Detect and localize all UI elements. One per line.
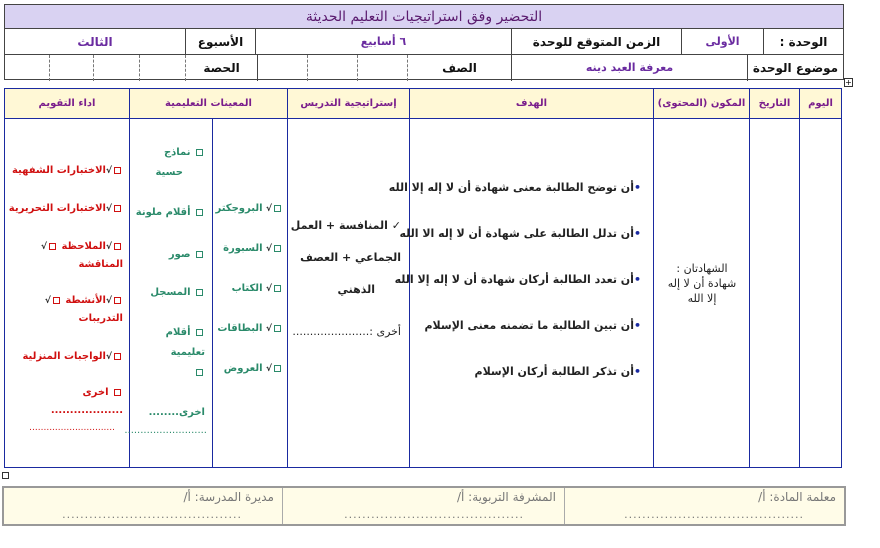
- checkbox-icon[interactable]: [274, 205, 281, 212]
- checkbox-icon[interactable]: [114, 243, 121, 250]
- header-row-unit: [5, 29, 843, 55]
- teacher-label: معلمة المادة: أ/: [758, 490, 836, 504]
- column-date: [749, 89, 799, 467]
- goal-item: •أن تعدد الطالبة أركان شهادة أن لا إله إلا الله: [394, 273, 641, 286]
- eval-item: √الملاحظة √: [41, 241, 123, 252]
- page-title: التحضير وفق استراتيجيات التعليم الحديثة: [5, 5, 843, 29]
- eval-item: √الأنشطة √: [45, 295, 123, 306]
- teacher-dots: ........................................: [624, 508, 804, 521]
- checkbox-icon[interactable]: [196, 209, 203, 216]
- supervisor-signature[interactable]: [282, 488, 564, 524]
- aid-item: [194, 367, 205, 378]
- eval-dots-2: ..............................: [29, 423, 115, 433]
- expected-time-label: الزمن المتوقع للوحدة: [511, 29, 681, 55]
- checkbox-icon[interactable]: [196, 369, 203, 376]
- checkbox-icon[interactable]: [274, 325, 281, 332]
- checkbox-icon[interactable]: [53, 297, 60, 304]
- content-text: الشهادتان : شهادة أن لا إله إلا الله: [667, 262, 737, 305]
- supervisor-dots: ........................................: [344, 508, 524, 521]
- column-goal: [388, 89, 653, 467]
- aid-item: صور: [169, 249, 205, 260]
- checkbox-icon[interactable]: [196, 289, 203, 296]
- goal-cell[interactable]: [388, 119, 653, 467]
- aids-cell[interactable]: [124, 119, 287, 467]
- eval-dots: ...................: [50, 405, 123, 416]
- aid-item: √ السبورة: [223, 243, 283, 254]
- unit-label: الوحدة :: [763, 29, 843, 55]
- period-label: الحصة: [185, 55, 257, 81]
- date-cell[interactable]: [750, 119, 799, 467]
- principal-label: مديرة المدرسة: أ/: [183, 490, 274, 504]
- period-cell-4[interactable]: [5, 55, 49, 81]
- aid-item: المسجل: [150, 287, 205, 298]
- aid-item: أقلام: [166, 327, 205, 338]
- week-label: الأسبوع: [185, 29, 255, 55]
- check-icon: ✓: [391, 219, 401, 232]
- aid-item-cont: تعليمية: [170, 347, 205, 358]
- content-cell[interactable]: [654, 119, 749, 467]
- aid-item-cont: حسية: [155, 167, 183, 178]
- checkbox-icon[interactable]: [114, 167, 121, 174]
- column-header-evaluation: اداء التقويم: [5, 89, 129, 119]
- topic-value[interactable]: معرفة العبد دينه: [511, 55, 747, 81]
- goal-item: •أن توضح الطالبة معنى شهادة أن لا إله إلا الله: [388, 181, 641, 194]
- goal-item: •أن تذكر الطالبة أركان الإسلام: [474, 365, 641, 378]
- column-content: [653, 89, 749, 467]
- header-table: [4, 4, 844, 80]
- aid-item: √ العروض: [224, 363, 283, 374]
- strategy-line-1: ✓ المنافسة + العمل: [290, 219, 401, 232]
- eval-item-cont: التدريبات: [78, 313, 123, 324]
- column-day: [799, 89, 841, 467]
- aid-item: نماذج: [164, 147, 205, 158]
- signature-footer: [2, 486, 846, 526]
- week-value[interactable]: الثالث: [77, 35, 113, 49]
- checkbox-icon[interactable]: [114, 205, 121, 212]
- expected-time-value[interactable]: ٦ أسابيع: [255, 29, 511, 55]
- aids-divider: [212, 119, 213, 467]
- supervisor-label: المشرفة التربوية: أ/: [456, 490, 556, 504]
- period-cell-3[interactable]: [49, 55, 93, 81]
- column-evaluation: [5, 89, 129, 467]
- principal-dots: ........................................: [62, 508, 242, 521]
- checkbox-icon[interactable]: [114, 353, 121, 360]
- checkbox-icon[interactable]: [114, 297, 121, 304]
- checkbox-icon[interactable]: [196, 149, 203, 156]
- eval-item: اخرى: [82, 387, 123, 398]
- topic-label: موضوع الوحدة: [747, 55, 843, 81]
- checkbox-icon[interactable]: [196, 329, 203, 336]
- goal-item: •أن تبين الطالبة ما تضمنه معنى الإسلام: [424, 319, 641, 332]
- checkbox-icon[interactable]: [274, 285, 281, 292]
- table-move-handle[interactable]: +: [845, 78, 852, 87]
- grade-cell-3[interactable]: [257, 55, 307, 81]
- eval-item-cont: المناقشة: [78, 259, 123, 270]
- checkbox-icon[interactable]: [49, 243, 56, 250]
- strategy-other: أخرى :......................: [292, 325, 401, 338]
- column-header-date: التاريخ: [750, 89, 799, 119]
- strategy-line-2: الجماعي + العصف: [300, 251, 401, 264]
- aid-item: أقلام ملونة: [136, 207, 205, 218]
- checkbox-icon[interactable]: [274, 245, 281, 252]
- grade-cell-2[interactable]: [307, 55, 357, 81]
- checkbox-icon[interactable]: [196, 251, 203, 258]
- day-cell[interactable]: [800, 119, 841, 467]
- checkbox-icon[interactable]: [114, 389, 121, 396]
- lesson-table: [4, 88, 842, 468]
- column-strategy: [287, 89, 409, 467]
- eval-item: √الاختبارات الشفهية: [12, 165, 123, 176]
- aid-item: √ البروجكتر: [215, 203, 283, 214]
- aid-dots: ..........................: [124, 425, 207, 436]
- grade-label: الصف: [407, 55, 511, 81]
- teacher-signature[interactable]: [564, 488, 844, 524]
- column-aids: [124, 89, 287, 467]
- column-header-aids: المعينات التعليمية: [130, 89, 287, 119]
- aid-item-other: اخرى........: [148, 407, 205, 418]
- checkbox-icon[interactable]: [274, 365, 281, 372]
- table-resize-handle[interactable]: [2, 472, 9, 479]
- strategy-cell[interactable]: [288, 119, 409, 467]
- aid-item: √ الكتاب: [232, 283, 283, 294]
- column-header-day: اليوم: [800, 89, 841, 119]
- grade-cell-1[interactable]: [357, 55, 407, 81]
- column-header-strategy: إستراتيجية التدريس: [288, 89, 409, 119]
- evaluation-cell[interactable]: [5, 119, 129, 467]
- strategy-line-3: الذهني: [337, 283, 375, 296]
- header-row-topic: [5, 55, 843, 81]
- eval-item: √الاختبارات التحريرية: [9, 203, 123, 214]
- principal-signature[interactable]: [4, 488, 282, 524]
- goal-item: •أن تدلل الطالبة على شهادة أن لا إله الا الله: [399, 227, 641, 240]
- eval-item: √الواجبات المنزلية: [22, 351, 123, 362]
- unit-value[interactable]: الأولى: [681, 29, 763, 55]
- period-cell-2[interactable]: [93, 55, 139, 81]
- column-header-goal: الهدف: [410, 89, 653, 119]
- column-header-content: المكون (المحتوى): [654, 89, 749, 119]
- period-cell-1[interactable]: [139, 55, 185, 81]
- aid-item: √ البطاقات: [217, 323, 283, 334]
